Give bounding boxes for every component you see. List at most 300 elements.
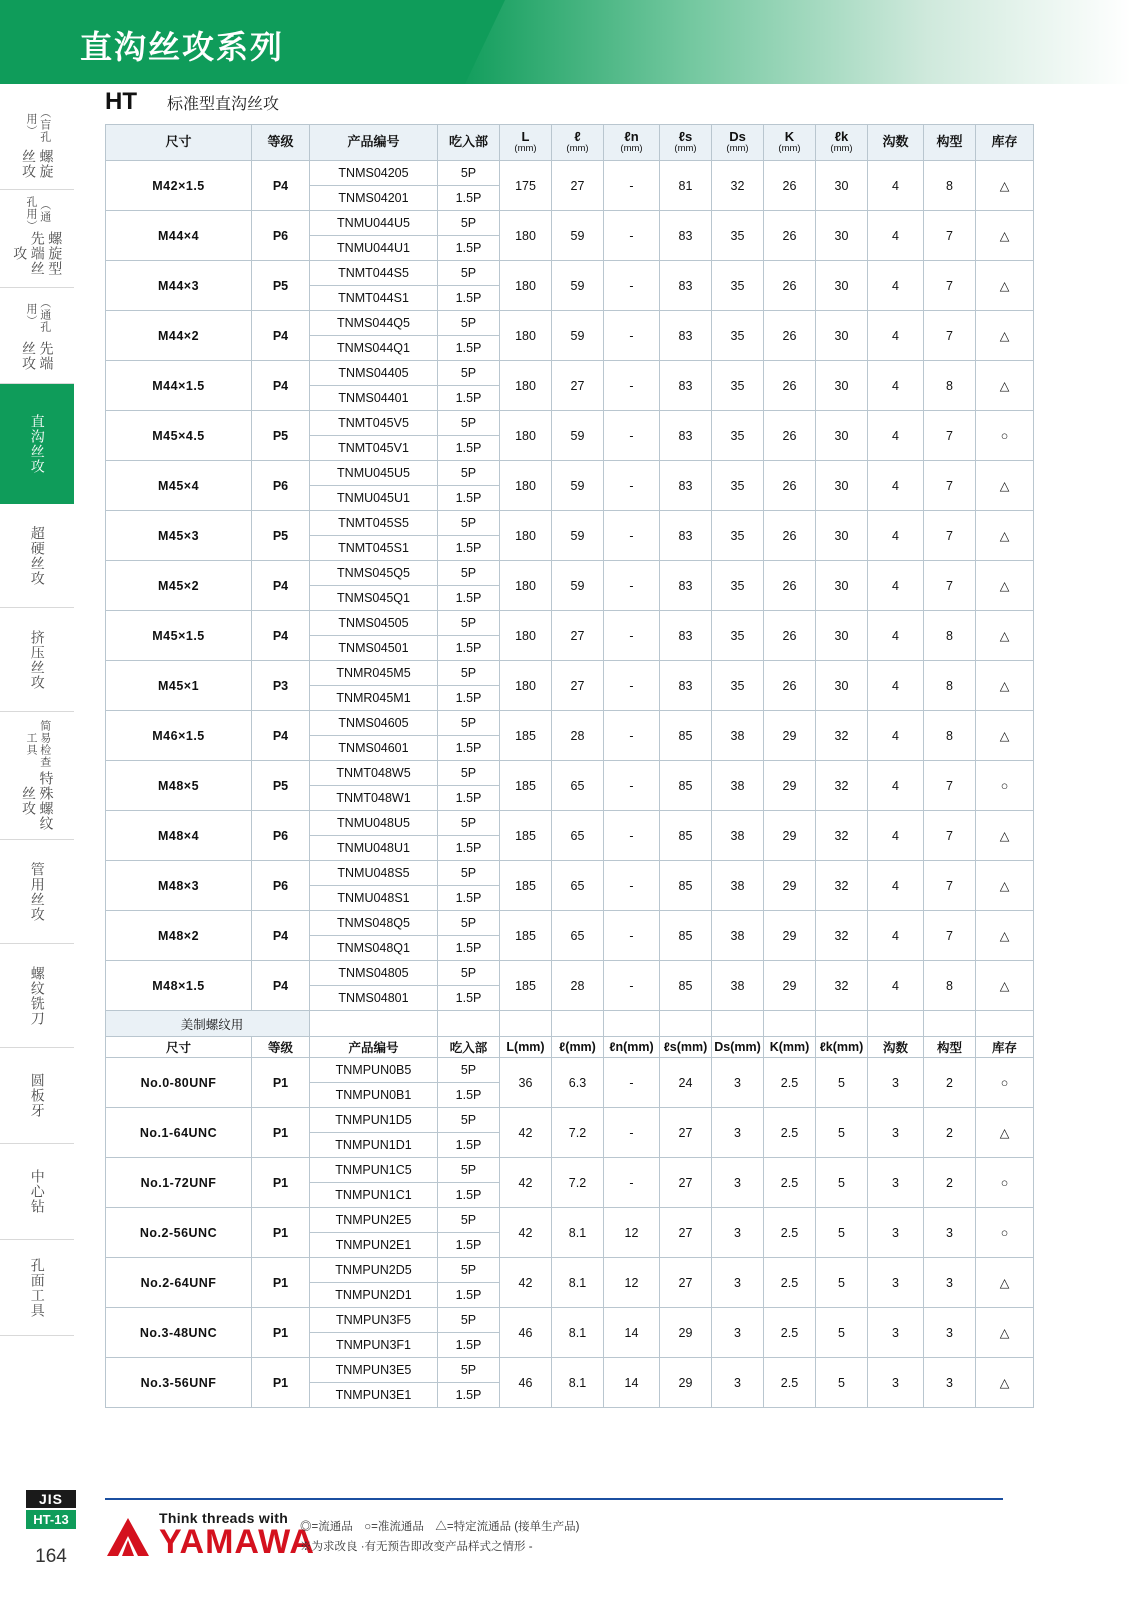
legend-line-2: ※为求改良 ·有无预告即改变产品样式之情形 - xyxy=(300,1540,533,1553)
cell-ls: 27 xyxy=(660,1158,712,1208)
cell-product-code: TNMPUN3F5 xyxy=(310,1308,438,1333)
cell-Ds: 38 xyxy=(712,711,764,761)
sidebar-item-spiral-point-tap[interactable] xyxy=(0,190,74,288)
header-col-6: ℓn (mm) xyxy=(604,125,660,161)
header-col-1: 等级 xyxy=(252,125,310,161)
cell-L: 42 xyxy=(500,1108,552,1158)
cell-grade: P6 xyxy=(252,461,310,511)
cell-ls: 83 xyxy=(660,411,712,461)
cell-grade: P5 xyxy=(252,261,310,311)
header-col-0: 尺寸 xyxy=(106,125,252,161)
cell-Ds: 3 xyxy=(712,1058,764,1108)
cell-stock: △ xyxy=(976,611,1034,661)
inch-header-col-4: L(mm) xyxy=(500,1037,552,1058)
cell-l: 59 xyxy=(552,261,604,311)
cell-product-code: TNMU048U5 xyxy=(310,811,438,836)
cell-l: 27 xyxy=(552,611,604,661)
cell-size: No.3-48UNC xyxy=(106,1308,252,1358)
cell-product-code: TNMS04501 xyxy=(310,636,438,661)
cell-type: 7 xyxy=(924,411,976,461)
cell-ln: - xyxy=(604,1108,660,1158)
inch-header-col-1: 等级 xyxy=(252,1037,310,1058)
cell-product-code: TNMU048S5 xyxy=(310,861,438,886)
cell-K: 29 xyxy=(764,811,816,861)
header-col-13: 库存 xyxy=(976,125,1034,161)
table-row xyxy=(106,561,1034,586)
cell-l: 28 xyxy=(552,711,604,761)
cell-type: 8 xyxy=(924,361,976,411)
cell-chamfer: 5P xyxy=(438,511,500,536)
cell-ls: 83 xyxy=(660,461,712,511)
cell-chamfer: 1.5P xyxy=(438,636,500,661)
cell-ln: - xyxy=(604,161,660,211)
cell-L: 36 xyxy=(500,1058,552,1108)
cell-grooves: 4 xyxy=(868,811,924,861)
cell-type: 7 xyxy=(924,911,976,961)
cell-lk: 5 xyxy=(816,1258,868,1308)
cell-grooves: 4 xyxy=(868,161,924,211)
cell-ls: 83 xyxy=(660,661,712,711)
cell-lk: 30 xyxy=(816,361,868,411)
cell-chamfer: 5P xyxy=(438,711,500,736)
cell-chamfer: 5P xyxy=(438,1258,500,1283)
cell-chamfer: 5P xyxy=(438,1208,500,1233)
cell-size: M48×3 xyxy=(106,861,252,911)
cell-lk: 5 xyxy=(816,1058,868,1108)
cell-chamfer: 5P xyxy=(438,1108,500,1133)
cell-l: 8.1 xyxy=(552,1308,604,1358)
cell-chamfer: 1.5P xyxy=(438,436,500,461)
cell-type: 3 xyxy=(924,1308,976,1358)
cell-l: 59 xyxy=(552,311,604,361)
cell-lk: 30 xyxy=(816,311,868,361)
cell-K: 2.5 xyxy=(764,1058,816,1108)
cell-Ds: 3 xyxy=(712,1258,764,1308)
cell-ls: 83 xyxy=(660,261,712,311)
cell-product-code: TNMU044U5 xyxy=(310,211,438,236)
cell-product-code: TNMS04801 xyxy=(310,986,438,1011)
cell-grooves: 3 xyxy=(868,1058,924,1108)
cell-ls: 24 xyxy=(660,1058,712,1108)
cell-L: 180 xyxy=(500,211,552,261)
cell-product-code: TNMT045V5 xyxy=(310,411,438,436)
cell-grade: P4 xyxy=(252,611,310,661)
jis-label: JIS xyxy=(26,1490,76,1508)
header-gradient xyxy=(455,0,1131,84)
cell-lk: 30 xyxy=(816,511,868,561)
cell-chamfer: 1.5P xyxy=(438,386,500,411)
sidebar-item-label-sub: （通孔用） xyxy=(25,196,51,232)
cell-chamfer: 5P xyxy=(438,1308,500,1333)
cell-type: 7 xyxy=(924,761,976,811)
inch-table-header-row xyxy=(106,1037,1034,1058)
sidebar-item-label: 孔面工具 xyxy=(29,1257,46,1318)
cell-type: 7 xyxy=(924,561,976,611)
subsection-band-filler xyxy=(500,1011,552,1037)
sidebar-item-carbide-tap[interactable] xyxy=(0,504,74,608)
sidebar-item-die[interactable] xyxy=(0,1048,74,1144)
cell-chamfer: 5P xyxy=(438,461,500,486)
subsection-band-filler xyxy=(976,1011,1034,1037)
table-row xyxy=(106,711,1034,736)
cell-chamfer: 1.5P xyxy=(438,1233,500,1258)
cell-ln: - xyxy=(604,261,660,311)
cell-ln: - xyxy=(604,1058,660,1108)
cell-product-code: TNMPUN1D1 xyxy=(310,1133,438,1158)
cell-l: 8.1 xyxy=(552,1258,604,1308)
cell-product-code: TNMS045Q5 xyxy=(310,561,438,586)
brand-tagline: Think threads with xyxy=(159,1510,289,1526)
cell-grooves: 4 xyxy=(868,511,924,561)
cell-grooves: 3 xyxy=(868,1258,924,1308)
cell-K: 2.5 xyxy=(764,1358,816,1408)
brand-block xyxy=(105,1510,315,1561)
header-col-8: Ds (mm) xyxy=(712,125,764,161)
cell-L: 180 xyxy=(500,661,552,711)
subsection-label: 美制螺纹用 xyxy=(106,1011,310,1037)
cell-lk: 32 xyxy=(816,711,868,761)
cell-product-code: TNMT044S1 xyxy=(310,286,438,311)
cell-Ds: 38 xyxy=(712,811,764,861)
cell-type: 8 xyxy=(924,711,976,761)
table-row xyxy=(106,1108,1034,1133)
table-row xyxy=(106,411,1034,436)
table-row xyxy=(106,1258,1034,1283)
cell-lk: 32 xyxy=(816,861,868,911)
cell-product-code: TNMPUN2E5 xyxy=(310,1208,438,1233)
cell-size: M42×1.5 xyxy=(106,161,252,211)
table-row xyxy=(106,311,1034,336)
cell-K: 26 xyxy=(764,161,816,211)
sidebar-item-forming-tap[interactable] xyxy=(0,608,74,712)
cell-size: M45×2 xyxy=(106,561,252,611)
cell-chamfer: 1.5P xyxy=(438,1283,500,1308)
page-number: 164 xyxy=(35,1546,67,1567)
cell-ls: 83 xyxy=(660,611,712,661)
cell-K: 26 xyxy=(764,461,816,511)
cell-chamfer: 1.5P xyxy=(438,286,500,311)
cell-L: 185 xyxy=(500,811,552,861)
sidebar-item-straight-flute-tap[interactable] xyxy=(0,384,74,504)
cell-ls: 29 xyxy=(660,1308,712,1358)
cell-K: 29 xyxy=(764,911,816,961)
cell-grooves: 4 xyxy=(868,911,924,961)
cell-product-code: TNMU048S1 xyxy=(310,886,438,911)
sidebar-item-hole-surface-tool[interactable] xyxy=(0,1240,74,1336)
subsection-band-filler xyxy=(868,1011,924,1037)
cell-grade: P1 xyxy=(252,1208,310,1258)
inch-header-col-12: 构型 xyxy=(924,1037,976,1058)
cell-ls: 29 xyxy=(660,1358,712,1408)
cell-K: 26 xyxy=(764,661,816,711)
cell-lk: 30 xyxy=(816,611,868,661)
cell-lk: 5 xyxy=(816,1358,868,1408)
cell-product-code: TNMT048W5 xyxy=(310,761,438,786)
cell-chamfer: 5P xyxy=(438,961,500,986)
sidebar-item-label: 螺旋丝攻 xyxy=(21,148,55,179)
cell-grooves: 4 xyxy=(868,361,924,411)
cell-l: 65 xyxy=(552,811,604,861)
cell-ls: 83 xyxy=(660,311,712,361)
cell-type: 7 xyxy=(924,461,976,511)
metric-rows-body xyxy=(106,161,1034,1011)
cell-product-code: TNMU045U1 xyxy=(310,486,438,511)
inch-header-col-8: Ds(mm) xyxy=(712,1037,764,1058)
sidebar-item-label: 超硬丝攻 xyxy=(29,525,46,586)
cell-chamfer: 5P xyxy=(438,861,500,886)
table-row xyxy=(106,161,1034,186)
cell-product-code: TNMS048Q5 xyxy=(310,911,438,936)
sidebar-item-center-drill[interactable] xyxy=(0,1144,74,1240)
jis-badge xyxy=(26,1490,76,1529)
header-col-2: 产品编号 xyxy=(310,125,438,161)
cell-grade: P4 xyxy=(252,711,310,761)
cell-l: 7.2 xyxy=(552,1158,604,1208)
cell-product-code: TNMPUN0B5 xyxy=(310,1058,438,1083)
cell-product-code: TNMS04605 xyxy=(310,711,438,736)
cell-chamfer: 1.5P xyxy=(438,536,500,561)
cell-product-code: TNMPUN3F1 xyxy=(310,1333,438,1358)
cell-ls: 81 xyxy=(660,161,712,211)
inch-rows-body xyxy=(106,1058,1034,1408)
cell-stock: △ xyxy=(976,161,1034,211)
cell-size: M45×1.5 xyxy=(106,611,252,661)
cell-chamfer: 5P xyxy=(438,411,500,436)
cell-ls: 85 xyxy=(660,911,712,961)
spec-table xyxy=(105,124,1034,1408)
cell-L: 185 xyxy=(500,961,552,1011)
cell-ln: - xyxy=(604,611,660,661)
cell-grade: P6 xyxy=(252,811,310,861)
section-heading xyxy=(105,88,279,116)
cell-product-code: TNMS04401 xyxy=(310,386,438,411)
cell-ls: 83 xyxy=(660,211,712,261)
cell-lk: 30 xyxy=(816,661,868,711)
cell-stock: △ xyxy=(976,211,1034,261)
cell-product-code: TNMS048Q1 xyxy=(310,936,438,961)
cell-l: 59 xyxy=(552,211,604,261)
cell-product-code: TNMS04201 xyxy=(310,186,438,211)
cell-chamfer: 1.5P xyxy=(438,486,500,511)
cell-Ds: 35 xyxy=(712,561,764,611)
cell-grade: P6 xyxy=(252,861,310,911)
cell-lk: 30 xyxy=(816,211,868,261)
cell-lk: 30 xyxy=(816,411,868,461)
cell-stock: △ xyxy=(976,461,1034,511)
cell-l: 7.2 xyxy=(552,1108,604,1158)
cell-product-code: TNMT045V1 xyxy=(310,436,438,461)
cell-lk: 32 xyxy=(816,961,868,1011)
subsection-band-filler xyxy=(712,1011,764,1037)
cell-chamfer: 1.5P xyxy=(438,736,500,761)
cell-ln: - xyxy=(604,511,660,561)
subsection-band xyxy=(106,1011,1034,1037)
cell-product-code: TNMR045M5 xyxy=(310,661,438,686)
cell-l: 59 xyxy=(552,411,604,461)
sidebar-item-label: 管用丝攻 xyxy=(29,861,46,922)
cell-chamfer: 1.5P xyxy=(438,986,500,1011)
cell-type: 7 xyxy=(924,261,976,311)
cell-grade: P5 xyxy=(252,761,310,811)
inch-header-col-11: 沟数 xyxy=(868,1037,924,1058)
cell-product-code: TNMS04205 xyxy=(310,161,438,186)
sidebar-item-thread-mill[interactable] xyxy=(0,944,74,1048)
cell-chamfer: 5P xyxy=(438,611,500,636)
cell-K: 2.5 xyxy=(764,1208,816,1258)
cell-K: 26 xyxy=(764,611,816,661)
cell-grade: P1 xyxy=(252,1258,310,1308)
cell-l: 28 xyxy=(552,961,604,1011)
cell-lk: 5 xyxy=(816,1158,868,1208)
cell-chamfer: 5P xyxy=(438,361,500,386)
cell-product-code: TNMT044S5 xyxy=(310,261,438,286)
cell-stock: △ xyxy=(976,311,1034,361)
cell-size: M48×2 xyxy=(106,911,252,961)
cell-stock: △ xyxy=(976,1308,1034,1358)
cell-grade: P6 xyxy=(252,211,310,261)
cell-size: No.1-64UNC xyxy=(106,1108,252,1158)
cell-ls: 83 xyxy=(660,511,712,561)
cell-L: 185 xyxy=(500,761,552,811)
cell-K: 26 xyxy=(764,261,816,311)
cell-type: 2 xyxy=(924,1108,976,1158)
cell-type: 2 xyxy=(924,1058,976,1108)
cell-lk: 5 xyxy=(816,1108,868,1158)
yamawa-logo-icon xyxy=(105,1516,151,1558)
cell-grooves: 4 xyxy=(868,411,924,461)
cell-ls: 85 xyxy=(660,761,712,811)
cell-lk: 32 xyxy=(816,911,868,961)
cell-size: No.2-56UNC xyxy=(106,1208,252,1258)
cell-Ds: 3 xyxy=(712,1308,764,1358)
cell-grooves: 4 xyxy=(868,711,924,761)
cell-K: 29 xyxy=(764,961,816,1011)
cell-chamfer: 1.5P xyxy=(438,836,500,861)
cell-ln: 12 xyxy=(604,1258,660,1308)
cell-size: M48×5 xyxy=(106,761,252,811)
table-row xyxy=(106,361,1034,386)
cell-grooves: 3 xyxy=(868,1308,924,1358)
sidebar-item-pipe-tap[interactable] xyxy=(0,840,74,944)
cell-grooves: 3 xyxy=(868,1208,924,1258)
cell-product-code: TNMS04805 xyxy=(310,961,438,986)
table-row xyxy=(106,461,1034,486)
cell-l: 65 xyxy=(552,861,604,911)
subsection-band-filler xyxy=(552,1011,604,1037)
cell-stock: △ xyxy=(976,961,1034,1011)
cell-stock: △ xyxy=(976,861,1034,911)
cell-lk: 30 xyxy=(816,261,868,311)
cell-grade: P4 xyxy=(252,961,310,1011)
cell-product-code: TNMS04601 xyxy=(310,736,438,761)
cell-ln: 14 xyxy=(604,1308,660,1358)
cell-type: 3 xyxy=(924,1208,976,1258)
cell-L: 180 xyxy=(500,361,552,411)
cell-ln: 14 xyxy=(604,1358,660,1408)
brand-name: YAMAWA xyxy=(159,1523,315,1561)
cell-grade: P1 xyxy=(252,1108,310,1158)
section-name: 标准型直沟丝攻 xyxy=(167,96,280,113)
cell-Ds: 3 xyxy=(712,1358,764,1408)
cell-L: 42 xyxy=(500,1208,552,1258)
cell-K: 29 xyxy=(764,711,816,761)
table-row xyxy=(106,511,1034,536)
cell-grade: P1 xyxy=(252,1058,310,1108)
cell-grade: P4 xyxy=(252,561,310,611)
sidebar-item-spiral-tap[interactable] xyxy=(0,100,74,190)
cell-type: 8 xyxy=(924,661,976,711)
sidebar-item-label: 螺旋型先端丝攻 xyxy=(12,231,64,277)
cell-stock: ○ xyxy=(976,411,1034,461)
cell-stock: ○ xyxy=(976,761,1034,811)
cell-product-code: TNMT045S1 xyxy=(310,536,438,561)
cell-ln: - xyxy=(604,811,660,861)
table-row xyxy=(106,861,1034,886)
cell-size: M48×4 xyxy=(106,811,252,861)
table-header xyxy=(106,125,1034,161)
cell-ls: 85 xyxy=(660,811,712,861)
cell-stock: △ xyxy=(976,1358,1034,1408)
cell-type: 3 xyxy=(924,1258,976,1308)
cell-L: 180 xyxy=(500,411,552,461)
cell-l: 59 xyxy=(552,561,604,611)
header-col-7: ℓs (mm) xyxy=(660,125,712,161)
sidebar-item-label: 直沟丝攻 xyxy=(29,414,46,474)
subsection-band-filler xyxy=(764,1011,816,1037)
cell-ln: - xyxy=(604,861,660,911)
cell-grooves: 4 xyxy=(868,961,924,1011)
cell-L: 46 xyxy=(500,1358,552,1408)
cell-chamfer: 1.5P xyxy=(438,886,500,911)
cell-L: 42 xyxy=(500,1258,552,1308)
subsection-band-filler xyxy=(660,1011,712,1037)
cell-product-code: TNMR045M1 xyxy=(310,686,438,711)
cell-chamfer: 5P xyxy=(438,661,500,686)
table-row xyxy=(106,911,1034,936)
legend-line-1: ◎=流通品 ○=准流通品 △=特定流通品 (接单生产品) xyxy=(300,1521,580,1533)
sidebar-item-point-tap[interactable] xyxy=(0,288,74,384)
cell-l: 27 xyxy=(552,361,604,411)
table-row xyxy=(106,1208,1034,1233)
cell-size: M45×4 xyxy=(106,461,252,511)
cell-ls: 27 xyxy=(660,1258,712,1308)
cell-ln: - xyxy=(604,961,660,1011)
cell-l: 8.1 xyxy=(552,1208,604,1258)
cell-Ds: 38 xyxy=(712,961,764,1011)
cell-type: 7 xyxy=(924,511,976,561)
cell-Ds: 35 xyxy=(712,511,764,561)
cell-grooves: 3 xyxy=(868,1358,924,1408)
cell-Ds: 35 xyxy=(712,211,764,261)
cell-stock: △ xyxy=(976,911,1034,961)
cell-size: M44×1.5 xyxy=(106,361,252,411)
cell-grade: P1 xyxy=(252,1308,310,1358)
header-col-5: ℓ (mm) xyxy=(552,125,604,161)
cell-type: 8 xyxy=(924,961,976,1011)
cell-grooves: 4 xyxy=(868,461,924,511)
cell-Ds: 35 xyxy=(712,461,764,511)
table-row xyxy=(106,811,1034,836)
cell-K: 29 xyxy=(764,861,816,911)
sidebar-item-special-thread-gauge[interactable] xyxy=(0,712,74,840)
spec-table-wrap xyxy=(105,124,1018,1408)
cell-grade: P1 xyxy=(252,1158,310,1208)
table-row xyxy=(106,1308,1034,1333)
cell-Ds: 3 xyxy=(712,1158,764,1208)
cell-size: M45×4.5 xyxy=(106,411,252,461)
cell-L: 180 xyxy=(500,261,552,311)
cell-product-code: TNMPUN2E1 xyxy=(310,1233,438,1258)
